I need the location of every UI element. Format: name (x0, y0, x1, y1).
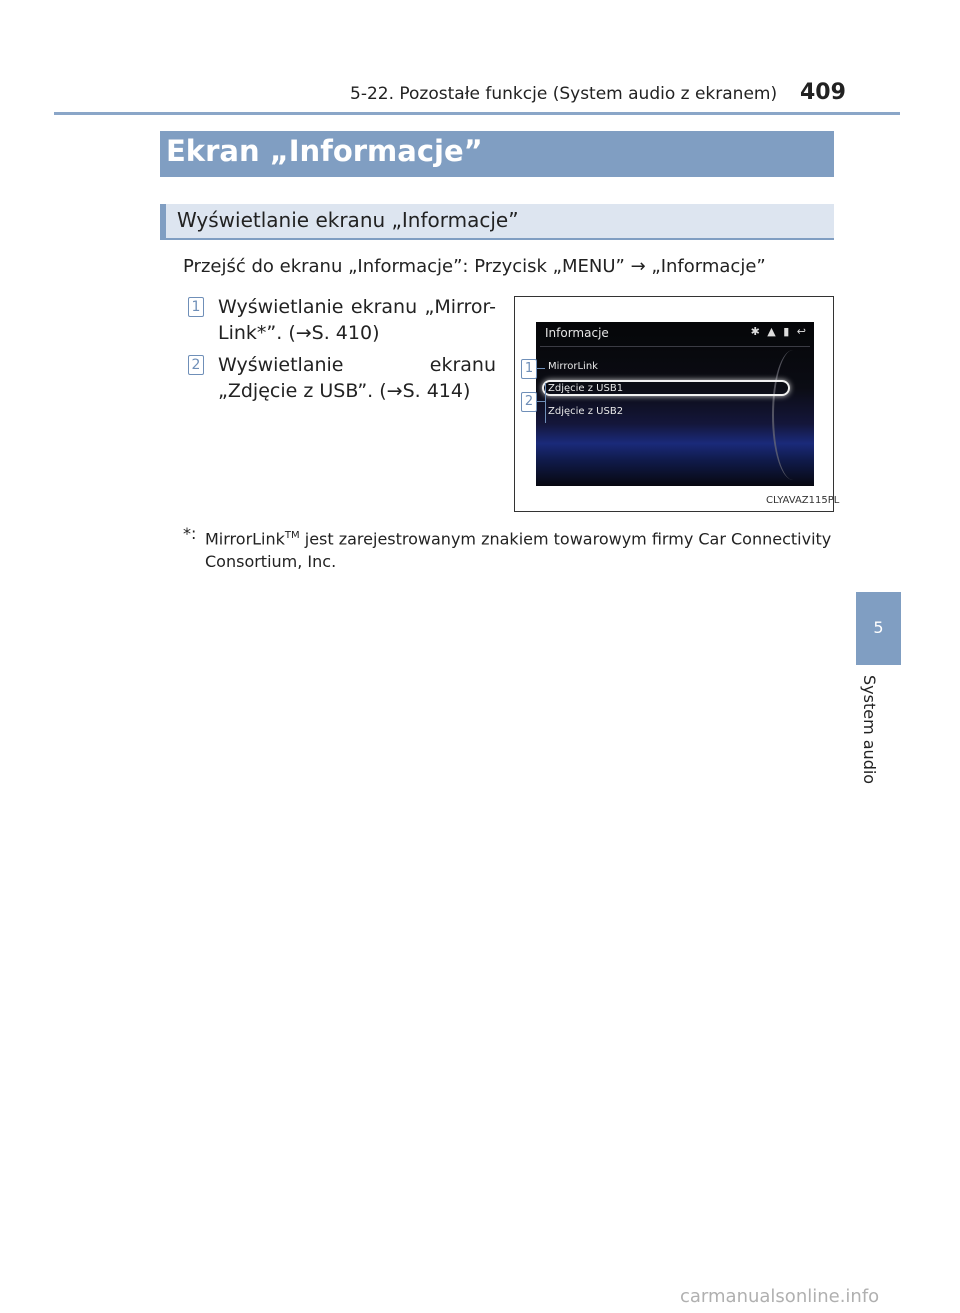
footnote-mark: *: (183, 524, 197, 543)
page-title: Ekran „Informacje” (166, 134, 483, 168)
status-icons: ✱ ▲ ▮ ↩ (750, 325, 808, 338)
figure-code: CLYAVAZ115PL (766, 495, 840, 506)
page-number: 409 (800, 80, 846, 105)
header-section-title: 5-2‍2. Pozostałe funkcje (System audio z ekranem) (350, 84, 778, 104)
footnote-trademark: TM (284, 530, 300, 541)
callout-1: 1 (521, 359, 537, 379)
screen-divider (540, 346, 810, 347)
header-rule (54, 112, 900, 115)
item-number-2: 2 (188, 355, 204, 375)
menu-item-mirrorlink[interactable]: MirrorLink (548, 361, 598, 372)
item-text-2: Wyświetlanie ekranu „Zdjęcie z USB”. (→S. 414) (218, 354, 496, 402)
footnote-brand: MirrorLink (205, 529, 285, 549)
footnote-rest: jest zarejestrowanym znakiem towarowym firmy Car Connectivity Consortium, Inc. (205, 529, 832, 572)
scroll-curve (772, 350, 814, 480)
watermark: carmanualsonline.info (680, 1286, 880, 1307)
display-screen (536, 322, 814, 486)
callout-line-2 (537, 401, 545, 402)
screen-title: Informacje (545, 326, 609, 340)
chapter-number: 5 (873, 618, 884, 637)
menu-item-usb2[interactable]: Zdjęcie z USB2 (548, 406, 624, 417)
subheading: Wyświetlanie ekranu „Informacje” (177, 208, 519, 232)
callout-bracket-2 (545, 383, 546, 423)
callout-line-1 (537, 368, 545, 369)
item-number-1: 1 (188, 297, 204, 317)
footnote-text (205, 524, 835, 573)
intro-text: Przejść do ekranu „Informacje”: Przycisk „MENU” → „Informacje” (183, 256, 766, 277)
chapter-label: System audio (860, 675, 879, 785)
menu-item-usb1[interactable]: Zdjęcie z USB1 (548, 383, 624, 394)
subheading-accent (160, 204, 166, 240)
item-text-1: Wyświetlanie ekranu „Mirror-Link*”. (→S. 410) (218, 296, 496, 344)
callout-2: 2 (521, 392, 537, 412)
